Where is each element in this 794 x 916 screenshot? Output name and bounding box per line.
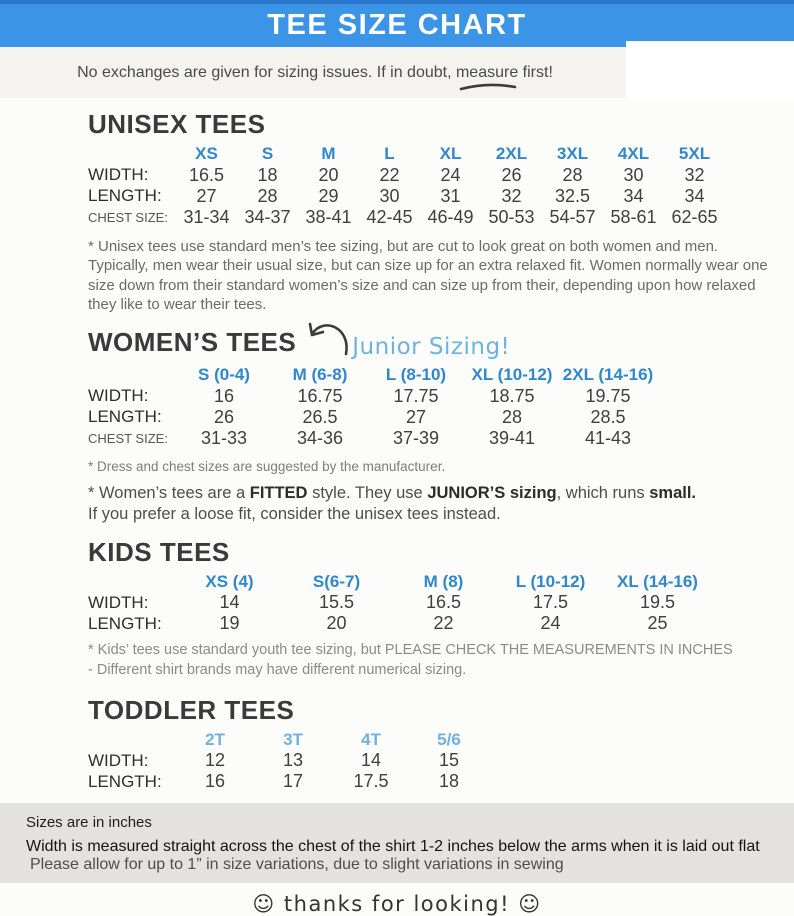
- thanks-for-looking-text: ☺ thanks for looking! ☺: [252, 892, 542, 916]
- measurement-value: 20: [326, 613, 347, 634]
- measurement-row: [88, 771, 488, 792]
- measurement-value: 13: [282, 750, 304, 771]
- section-unisex-tees: [0, 110, 794, 315]
- measurement-value: 28.5: [590, 406, 626, 427]
- size-column-header: 2T: [205, 729, 225, 749]
- corner-cell: [88, 729, 176, 750]
- note-text: If you prefer a loose fit, consider the unisex tees instead.: [88, 504, 501, 523]
- size-header-row: [88, 144, 725, 165]
- measurement-info-box: [0, 803, 794, 883]
- size-column-header: S: [261, 144, 274, 164]
- measurement-value: 19: [219, 613, 240, 634]
- measurement-row: [88, 592, 711, 613]
- measurement-value: 26: [213, 406, 235, 427]
- measurement-row: [88, 386, 656, 407]
- measurement-value: 34: [684, 185, 705, 206]
- measurement-row: [88, 165, 725, 186]
- size-column-header: L (10-12): [515, 571, 586, 591]
- measurement-value: 34-37: [244, 206, 291, 227]
- measurement-value: 22: [379, 164, 400, 185]
- row-label: WIDTH:: [88, 750, 149, 770]
- toddler-size-table: [88, 729, 488, 792]
- womens-size-table: [88, 365, 656, 449]
- measurement-value: 17.5: [353, 771, 389, 792]
- womens-manufacturer-note: * Dress and chest sizes are suggested by the manufacturer.: [88, 458, 446, 474]
- size-column-header: S (0-4): [198, 365, 250, 385]
- measurement-value: 14: [219, 592, 240, 613]
- measurement-value: 38-41: [305, 206, 352, 227]
- emphasized-text: JUNIOR’S sizing: [427, 483, 557, 502]
- measurement-row: [88, 186, 725, 207]
- measurement-value: 31-33: [200, 427, 248, 448]
- measurement-value: 19.5: [639, 592, 676, 613]
- measurement-value: 42-45: [366, 206, 413, 227]
- size-column-header: S(6-7): [312, 571, 361, 591]
- measurement-value: 58-61: [610, 206, 657, 227]
- measure-underline-swoosh-icon: [458, 81, 518, 91]
- measurement-value: 31: [440, 185, 461, 206]
- corner-notch: [626, 41, 794, 98]
- measurement-value: 32: [684, 164, 705, 185]
- measurement-value: 30: [379, 185, 400, 206]
- measurement-value: 16: [213, 385, 235, 406]
- size-column-header: XL (14-16): [617, 571, 698, 591]
- note-text: style. They use: [307, 483, 428, 502]
- size-column-header: XS (4): [205, 571, 254, 591]
- kids-note: [88, 641, 794, 680]
- notice-text: [0, 64, 630, 82]
- measurement-value: 17: [282, 771, 304, 792]
- measurement-row: [88, 407, 656, 428]
- measurement-value: 16: [204, 771, 226, 792]
- measurement-value: 15: [438, 750, 460, 771]
- measurement-value: 29: [318, 185, 339, 206]
- size-column-header: M: [321, 144, 336, 164]
- row-label: WIDTH:: [88, 592, 149, 612]
- size-column-header: 5/6: [437, 729, 461, 749]
- junior-sizing-label: Junior Sizing!: [352, 333, 511, 360]
- kids-size-table: [88, 571, 711, 634]
- measurement-row: [88, 750, 488, 771]
- row-label: WIDTH:: [88, 386, 149, 406]
- womens-fitted-note: [88, 483, 788, 525]
- size-column-header: M (8): [423, 571, 464, 591]
- measurement-value: 18.75: [489, 385, 535, 406]
- measurement-value: 54-57: [549, 206, 596, 227]
- measurement-value: 28: [562, 164, 583, 185]
- measurement-value: 25: [647, 613, 668, 634]
- measurement-value: 16.5: [425, 592, 462, 613]
- size-column-header: 2XL (14-16): [562, 365, 654, 385]
- measurement-value: 22: [433, 613, 454, 634]
- measurement-value: 16.75: [297, 385, 343, 406]
- measurement-value: 16.5: [188, 164, 225, 185]
- corner-cell: [88, 144, 176, 165]
- measurement-value: 18: [438, 771, 460, 792]
- size-column-header: L (8-10): [385, 365, 447, 385]
- measurement-value: 46-49: [427, 206, 474, 227]
- size-column-header: 3XL: [556, 144, 589, 164]
- title-bar: [0, 0, 794, 47]
- footer-line-sizes-in-inches: Sizes are in inches: [26, 814, 152, 832]
- row-label: LENGTH:: [88, 771, 162, 791]
- section-toddler-tees: [0, 696, 794, 793]
- measurement-value: 34: [623, 185, 644, 206]
- measure-word: [456, 64, 518, 82]
- measurement-value: 17.5: [532, 592, 569, 613]
- row-label: WIDTH:: [88, 165, 149, 185]
- notice-suffix: first!: [518, 63, 553, 81]
- size-column-header: 4XL: [617, 144, 650, 164]
- note-text: , which runs: [556, 483, 650, 502]
- measure-word-text: measure: [455, 63, 519, 81]
- size-header-row: [88, 365, 656, 386]
- measurement-value: 62-65: [671, 206, 718, 227]
- measurement-value: 26.5: [302, 406, 338, 427]
- measurement-row: [88, 428, 656, 449]
- measurement-value: 34-36: [296, 427, 344, 448]
- kids-note-line-1: * Kids’ tees use standard youth tee sizing, but PLEASE CHECK THE MEASUREMENTS IN INCHES: [88, 642, 733, 659]
- row-label: LENGTH:: [88, 186, 162, 206]
- measurement-value: 19.75: [585, 385, 631, 406]
- measurement-value: 24: [440, 164, 461, 185]
- measurement-value: 39-41: [488, 427, 536, 448]
- measurement-value: 24: [540, 613, 561, 634]
- measurement-value: 14: [360, 750, 382, 771]
- emphasized-text: FITTED: [249, 483, 308, 502]
- measurement-row: [88, 207, 725, 228]
- size-column-header: XS: [195, 144, 218, 164]
- measurement-value: 27: [405, 406, 427, 427]
- chart-content: [0, 98, 794, 792]
- unisex-size-table: [88, 144, 725, 228]
- size-header-row: [88, 729, 488, 750]
- measurement-value: 18: [257, 164, 278, 185]
- measurement-value: 31-34: [183, 206, 230, 227]
- row-label: LENGTH:: [88, 407, 162, 427]
- measurement-value: 41-43: [584, 427, 632, 448]
- row-label: CHEST SIZE:: [88, 209, 168, 225]
- measurement-value: 30: [623, 164, 644, 185]
- measurement-value: 50-53: [488, 206, 535, 227]
- corner-cell: [88, 365, 176, 386]
- measurement-value: 28: [257, 185, 278, 206]
- footer-line-size-variations: Please allow for up to 1” in size variations, due to slight variations in sewing: [30, 856, 564, 874]
- unisex-tees-heading: UNISEX TEES: [88, 109, 266, 139]
- measurement-value: 12: [204, 750, 226, 771]
- measurement-value: 26: [501, 164, 522, 185]
- section-kids-tees: [0, 538, 794, 681]
- toddler-tees-heading: TODDLER TEES: [88, 694, 295, 725]
- unisex-note: * Unisex tees use standard men’s tee sizing, but are cut to look great on both women and men. Typically, men wear their usual size, but can size up for an extra relaxed fit. Women normally wear one size down from their standard women’s size and can size up from their, depending upon how relaxed they like to wear their tees.: [88, 237, 768, 314]
- curved-arrow-icon: [300, 318, 352, 360]
- measurement-value: 28: [501, 406, 523, 427]
- measurement-value: 27: [196, 185, 217, 206]
- size-column-header: 3T: [283, 729, 303, 749]
- measurement-value: 17.75: [393, 385, 439, 406]
- size-column-header: 4T: [361, 729, 381, 749]
- measurement-value: 32: [501, 185, 522, 206]
- page-title: TEE SIZE CHART: [267, 9, 527, 41]
- notice-prefix: No exchanges are given for sizing issues. If in doubt,: [77, 63, 456, 81]
- measurement-value: 37-39: [392, 427, 440, 448]
- footer-line-width-measurement: Width is measured straight across the chest of the shirt 1-2 inches below the arms when it is laid out flat: [26, 838, 760, 856]
- size-column-header: 5XL: [678, 144, 711, 164]
- note-text: * Women’s tees are a: [88, 483, 250, 502]
- size-header-row: [88, 571, 711, 592]
- measurement-value: 32.5: [554, 185, 591, 206]
- kids-note-line-2: - Different shirt brands may have different numerical sizing.: [88, 661, 467, 678]
- womens-heading-row: [88, 328, 794, 360]
- size-column-header: XL: [439, 144, 462, 164]
- kids-tees-heading: KIDS TEES: [88, 536, 230, 567]
- row-label: CHEST SIZE:: [88, 430, 168, 446]
- measurement-row: [88, 613, 711, 634]
- emphasized-text: small.: [649, 483, 697, 502]
- junior-sizing-annotation: [300, 328, 510, 360]
- section-womens-tees: [0, 328, 794, 525]
- measurement-value: 20: [318, 164, 339, 185]
- size-column-header: XL (10-12): [471, 365, 553, 385]
- measurement-value: 15.5: [318, 592, 355, 613]
- size-column-header: 2XL: [495, 144, 528, 164]
- size-column-header: M (6-8): [292, 365, 348, 385]
- size-column-header: L: [384, 144, 395, 164]
- row-label: LENGTH:: [88, 613, 162, 633]
- womens-tees-heading: WOMEN’S TEES: [88, 326, 297, 357]
- corner-cell: [88, 571, 176, 592]
